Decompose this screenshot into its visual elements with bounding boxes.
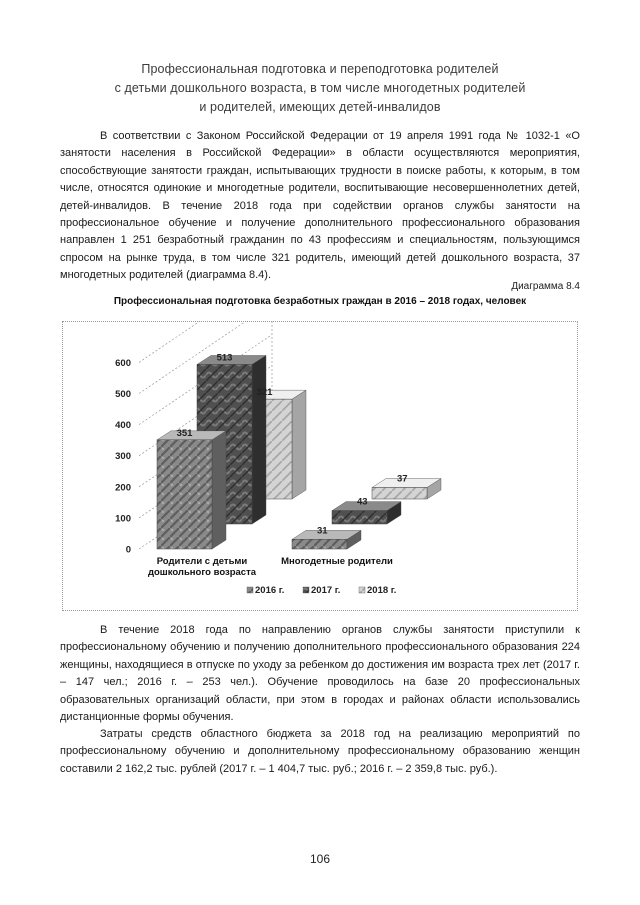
paragraph-law xyxy=(60,128,580,285)
y-tick-label: 400 xyxy=(115,420,131,432)
data-label: 37 xyxy=(396,473,408,485)
y-tick-label: 200 xyxy=(115,482,131,494)
category-label: Многодетные родители xyxy=(281,556,393,567)
diagram-title: Профессиональная подготовка безработных граждан в 2016 – 2018 годах, человек xyxy=(113,296,527,307)
category-label: Родители с детьми xyxy=(156,556,248,567)
bar-2016-0 xyxy=(157,440,212,549)
section-heading xyxy=(40,60,600,117)
bar-side-face xyxy=(292,390,306,499)
bar-chart-3d xyxy=(62,321,578,611)
data-label: 31 xyxy=(316,525,328,537)
paragraph-women xyxy=(60,622,580,726)
legend-entry: 2017 г. xyxy=(311,585,341,596)
legend-swatch xyxy=(303,587,309,593)
data-label: 43 xyxy=(356,496,368,508)
legend-entry: 2018 г. xyxy=(367,585,397,596)
heading-line-1: Профессиональная подготовка и переподготовка родителей xyxy=(141,62,499,76)
bar-2017-1 xyxy=(332,511,387,524)
chart-legend xyxy=(247,585,396,596)
paragraph-women-text: В течение 2018 года по направлению органов службы занятости приступили к профессиональному обучению и получению дополнительного профессионального образования 224 женщины, находящиеся в отпуске по уходу за ребенком до достижения им возраста трех лет (2017 г. – 147 чел.; 2016 г. – 253 чел.). Обучение проводилось на базе 20 профессиональных образовательных организаций области, при этом в городах и районах области использовались дистанционные формы обучения. xyxy=(60,624,580,724)
category-label: дошкольного возраста xyxy=(147,567,257,578)
heading-line-3: и родителей, имеющих детей-инвалидов xyxy=(199,100,441,114)
bar-2016-1 xyxy=(292,539,347,549)
bar-side-face xyxy=(212,431,226,549)
heading-line-2: с детьми дошкольного возраста, в том числе многодетных родителей xyxy=(114,81,526,95)
legend-swatch xyxy=(359,587,365,593)
y-tick-label: 100 xyxy=(115,513,131,525)
category-labels xyxy=(148,556,393,578)
paragraph-law-text: В соответствии с Законом Российской Федерации от 19 апреля 1991 года № 1032-1 «О занятости населения в Российской Федерации» в области осуществляются мероприятия, способствующие занятости граждан, испытывающих трудности в поиске работы, к которым, в том числе, относятся одинокие и многодетные родители, воспитывающие несовершеннолетних детей, детей-инвалидов. В течение 2018 года при содействии органов службы занятости на профессиональное обучение и получение дополнительного профессионального образования направлен 1 251 безработный гражданин по 43 профессиям и специальностям, пользующимся спросом на рынке труда, в том числе 321 родитель, имеющий детей дошкольного возраста, 37 многодетных родителей (диаграмма 8.4). xyxy=(60,130,580,282)
diagram-number: Диаграмма 8.4 xyxy=(511,281,580,292)
y-tick-label: 0 xyxy=(125,544,131,556)
data-label: 321 xyxy=(256,387,273,399)
y-tick-label: 600 xyxy=(115,357,131,369)
paragraph-budget xyxy=(60,726,580,778)
data-label: 351 xyxy=(176,427,193,439)
legend-swatch xyxy=(247,587,253,593)
data-label: 513 xyxy=(216,352,233,364)
bar-side-face xyxy=(252,355,266,524)
bars xyxy=(157,355,441,549)
y-tick-label: 300 xyxy=(115,451,131,463)
page-number: 106 xyxy=(309,852,331,866)
bar-2018-1 xyxy=(372,487,427,499)
paragraph-budget-text: Затраты средств областного бюджета за 2018 год на реализацию мероприятий по профессиональному обучению и дополнительному профессиональному образованию женщин составили 2 162,2 тыс. рублей (2017 г. – 1 404,7 тыс. руб.; 2016 г. – 2 359,8 тыс. руб.). xyxy=(60,728,580,775)
y-axis xyxy=(115,358,131,556)
legend-entry: 2016 г. xyxy=(255,585,285,596)
y-tick-label: 500 xyxy=(115,389,131,400)
